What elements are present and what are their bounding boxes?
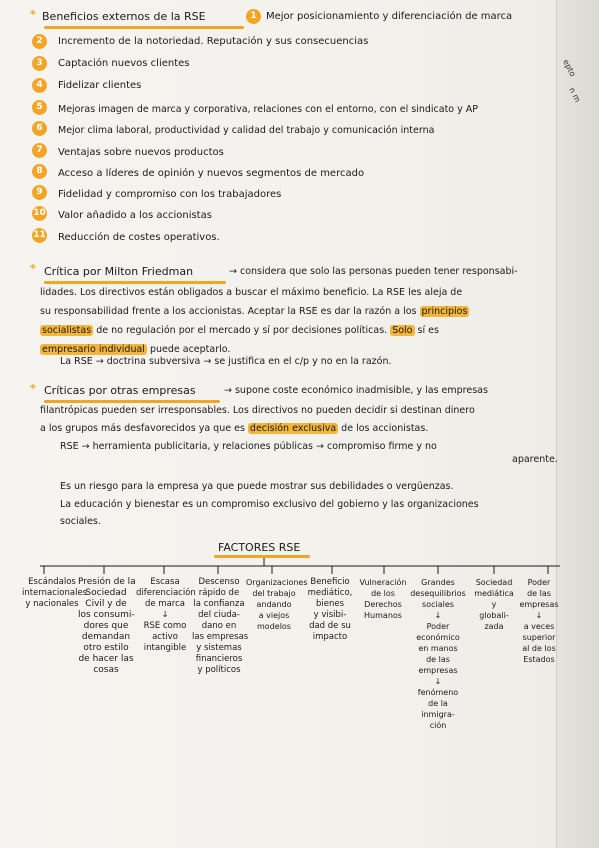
factor-column: Beneficio mediático, bienes y visibi- dad de su impacto: [307, 577, 353, 642]
otras-line: aparente.: [512, 454, 558, 465]
benefit-item: Incremento de la notoriedad. Reputación y sus consecuencias: [58, 36, 369, 47]
highlight: socialistas: [42, 325, 92, 336]
bullet-icon: *: [30, 382, 36, 395]
factor-column: Grandes desequilibrios sociales ↓ Poder económico en manos de las empresas ↓ fenómeno de la inmigra- ción: [410, 578, 466, 730]
risk-line: sociales.: [60, 516, 101, 527]
risk-line: Es un riesgo para la empresa ya que puede mostrar sus debilidades o vergüenzas.: [60, 481, 454, 492]
friedman-line: empresario individual puede aceptarlo.: [42, 344, 231, 355]
friedman-line: → considera que solo las personas pueden tener responsabi-: [229, 266, 518, 277]
edge-text-2: n m: [567, 86, 583, 104]
benefit-item: Ventajas sobre nuevos productos: [58, 147, 224, 158]
highlight: empresario individual: [42, 344, 145, 355]
otras-line: → supone coste económico inadmisible, y las empresas: [224, 385, 488, 396]
friedman-line: su responsabilidad frente a los accionistas. Aceptar la RSE es dar la razón a los principios: [40, 306, 468, 317]
edge-text-1: epto: [561, 58, 578, 79]
factores-title: FACTORES RSE: [218, 541, 301, 554]
number-badge: 3: [32, 56, 47, 71]
factor-column: Vulneración de los Derechos Humanos: [359, 578, 407, 620]
factor-column: Escasa diferenciación de marca ↓ RSE como activo intangible: [136, 577, 196, 653]
factor-column: Sociedad mediática y globali- zada: [474, 578, 514, 631]
highlight: decisión exclusiva: [249, 423, 337, 434]
benefit-item: Captación nuevos clientes: [58, 58, 190, 69]
factor-column: Escándalos internacionales y nacionales: [22, 577, 88, 609]
friedman-title: Crítica por Milton Friedman: [44, 265, 194, 278]
highlight: Solo: [392, 325, 413, 336]
number-badge: 2: [32, 34, 47, 49]
number-badge: 8: [32, 164, 47, 179]
factor-column: Organizaciones del trabajo andando a viejos modelos: [246, 578, 308, 631]
benefit-item: Fidelidad y compromiso con los trabajadores: [58, 189, 282, 200]
factor-column: Descenso rápido de la confianza del ciuda- dano en las empresas y sistemas financieros y políticos: [192, 577, 249, 675]
number-badge: 9: [32, 185, 47, 200]
number-badge: 6: [32, 121, 47, 136]
number-badge: 11: [32, 228, 47, 243]
benefit-item: Mejoras imagen de marca y corporativa, relaciones con el entorno, con el sindicato y AP: [58, 104, 478, 115]
benefit-item: Reducción de costes operativos.: [58, 232, 220, 243]
number-badge: 7: [32, 143, 47, 158]
number-badge: 1: [246, 9, 261, 24]
number-badge: 10: [32, 206, 47, 221]
factor-column: Poder de las empresas ↓ a veces superior al de los Estados: [519, 578, 559, 664]
otras-line: filantrópicas pueden ser irresponsables. Los directivos no pueden decidir si destinan dinero: [40, 405, 475, 416]
factor-column: Presión de la Sociedad Civil y de los consumi- dores que demandan otro estilo de hacer las cosas: [78, 577, 136, 675]
number-badge: 5: [32, 100, 47, 115]
otras-line: RSE → herramienta publicitaria, y relaciones públicas → compromiso firme y no: [60, 441, 437, 452]
benefits-title: Beneficios externos de la RSE: [42, 10, 206, 23]
bullet-icon: *: [30, 8, 36, 21]
number-badge: 4: [32, 78, 47, 93]
benefit-item: Mejor clima laboral, productividad y calidad del trabajo y comunicación interna: [58, 125, 435, 136]
otras-line: a los grupos más desfavorecidos ya que es decisión exclusiva de los accionistas.: [40, 423, 429, 434]
friedman-line: La RSE → doctrina subversiva → se justifica en el c/p y no en la razón.: [60, 356, 392, 367]
benefit-item: Mejor posicionamiento y diferenciación de marca: [266, 11, 513, 22]
risk-line: La educación y bienestar es un compromiso exclusivo del gobierno y las organizaciones: [60, 499, 479, 510]
benefit-item: Fidelizar clientes: [58, 80, 142, 91]
friedman-line: socialistas de no regulación por el mercado y sí por decisiones políticas. Solo sí es: [42, 325, 439, 336]
otras-title: Críticas por otras empresas: [44, 384, 196, 397]
bullet-icon: *: [30, 262, 36, 275]
benefit-item: Acceso a líderes de opinión y nuevos segmentos de mercado: [58, 168, 365, 179]
friedman-line: lidades. Los directivos están obligados a buscar el máximo beneficio. La RSE les aleja de: [40, 287, 463, 298]
highlight: principios: [421, 306, 468, 317]
benefit-item: Valor añadido a los accionistas: [58, 210, 212, 221]
